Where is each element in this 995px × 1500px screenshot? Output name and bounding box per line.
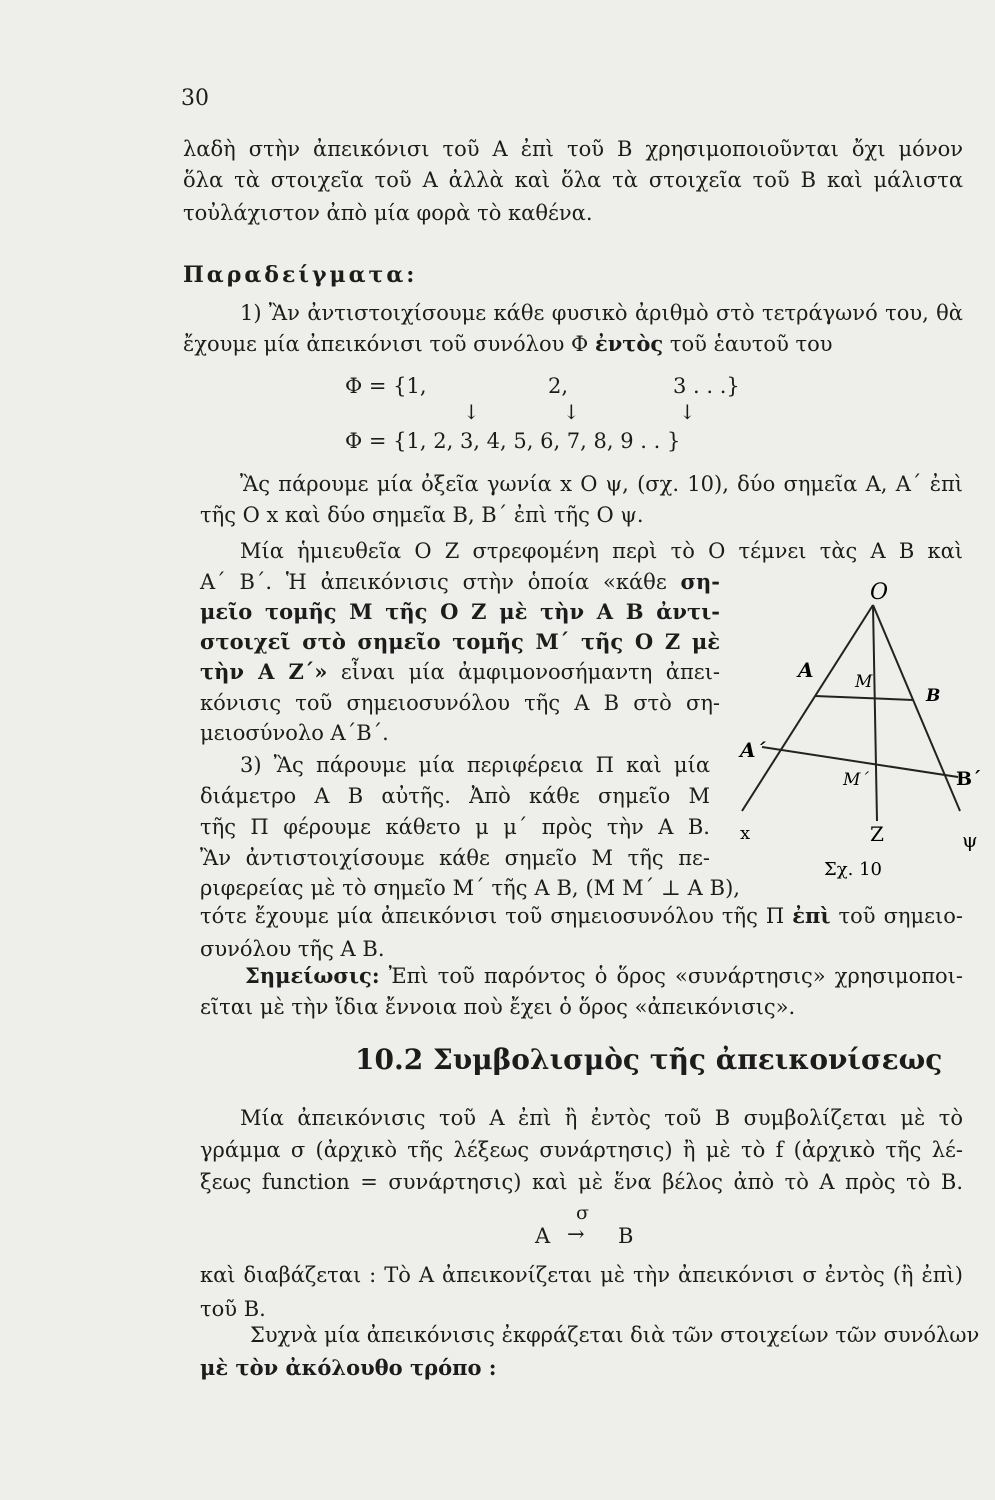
example-3-line: ριφερείας μὲ τὸ σημεῖο Μ΄ τῆς Α Β, (Μ Μ΄ ⊥ Α Β), <box>200 876 740 900</box>
set-element-3: 3 . . .} <box>673 374 740 398</box>
label-psi: ψ <box>962 828 978 852</box>
section-heading: 10.2 Συμβολισμὸς τῆς ἀπεικονίσεως <box>355 1043 943 1076</box>
example-3-line: 3) Ἂς πάρουμε μία περιφέρεια Π καὶ μία <box>240 753 710 777</box>
down-arrow-icon: ↓ <box>679 400 696 424</box>
label-z: Z <box>870 822 884 846</box>
example-2-line: Μία ἡμιευθεῖα Ο Ζ στρεφομένη περὶ τὸ Ο τέμνει τὰς Α Β καὶ <box>240 539 963 563</box>
example-2-line: τὴν Α Ζ΄» εἶναι μία ἀμφιμονοσήμαντη ἀπει- <box>200 659 720 684</box>
example-2-line: Ἂς πάρουμε μία ὀξεῖα γωνία x O ψ, (σχ. 10), δύο σημεῖα Α, Α΄ ἐπὶ <box>240 472 963 496</box>
note-line: εῖται μὲ τὴν ἴδια ἔννοια ποὺ ἔχει ὁ ὅρος «ἀπεικόνισις». <box>200 995 796 1019</box>
example-1-line: 1) Ἂν ἀντιστοιχίσουμε κάθε φυσικὸ ἀριθμὸ στὸ τετράγωνό του, θὰ <box>240 301 963 325</box>
set-phi-codomain: Φ = {1, 2, 3, 4, 5, 6, 7, 8, 9 . . } <box>345 429 681 453</box>
mapping-formula: A σ → B <box>535 1202 634 1248</box>
down-arrow-icon: ↓ <box>463 400 480 424</box>
ray-oz <box>873 605 877 821</box>
label-b-prime: B΄ <box>956 768 982 790</box>
section-line: καὶ διαβάζεται : Τὸ Α ἀπεικονίζεται μὲ τὴν ἀπεικόνισι σ ἐντὸς (ἢ ἐπὶ) <box>200 1263 963 1287</box>
label-a: A <box>798 658 814 682</box>
section-line: ξεως function = συνάρτησις) καὶ μὲ ἕνα βέλος ἀπὸ τὸ Α πρὸς τὸ Β. <box>200 1170 963 1194</box>
label-x: x <box>740 823 751 844</box>
label-a-prime: A΄ <box>740 738 766 762</box>
set-phi-domain: Φ = {1, <box>345 374 427 398</box>
segment-ab <box>815 696 913 700</box>
label-m: M <box>855 672 873 692</box>
example-2-line: κόνισις τοῦ σημειοσυνόλου τῆς Α Β στὸ ση- <box>200 691 720 715</box>
example-3-line: διάμετρο Α Β αὐτῆς. Ἀπὸ κάθε σημεῖο Μ <box>200 784 710 808</box>
example-2-line: μεῖο τομῆς Μ τῆς Ο Ζ μὲ τὴν Α Β ἀντι- <box>200 599 720 624</box>
example-2-line: Α΄ Β΄. Ἡ ἀπεικόνισις στὴν ὁποία «κάθε ση- <box>200 569 720 594</box>
section-line: Συχνὰ μία ἀπεικόνισις ἐκφράζεται διὰ τῶν στοιχείων τῶν συνόλων <box>250 1323 980 1347</box>
example-3-line: συνόλου τῆς Α Β. <box>200 937 385 961</box>
set-element-2: 2, <box>548 374 569 398</box>
paragraph-line: τοὐλάχιστον ἀπὸ μία φορὰ τὸ καθένα. <box>183 201 593 225</box>
down-arrow-icon: ↓ <box>563 400 580 424</box>
example-2-line: τῆς O x καὶ δύο σημεῖα Β, Β΄ ἐπὶ τῆς O ψ. <box>200 503 644 527</box>
example-3-line: τότε ἔχουμε μία ἀπεικόνισι τοῦ σημειοσυνόλου τῆς Π ἐπὶ τοῦ σημειο- <box>200 903 964 928</box>
note-line: Σημείωσις: Ἐπὶ τοῦ παρόντος ὁ ὅρος «συνάρτησις» χρησιμοποι- <box>245 963 963 988</box>
page-number: 30 <box>181 86 209 111</box>
label-b: B <box>926 686 941 706</box>
label-o: O <box>870 580 889 605</box>
example-3-line: τῆς Π φέρουμε κάθετο μ μ΄ πρὸς τὴν Α Β. <box>200 815 710 839</box>
right-arrow-icon: → <box>567 1222 585 1246</box>
label-m-prime: M΄ <box>843 770 869 790</box>
paragraph-line: ὅλα τὰ στοιχεῖα τοῦ Α ἀλλὰ καὶ ὅλα τὰ στοιχεῖα τοῦ Β καὶ μάλιστα <box>183 168 963 192</box>
example-2-line: μειοσύνολο Α΄Β΄. <box>200 721 389 745</box>
figure-10 <box>730 575 995 900</box>
example-2-line: στοιχεῖ στὸ σημεῖο τομῆς Μ΄ τῆς Ο Ζ μὲ <box>200 629 720 654</box>
ray-opsi <box>873 605 960 811</box>
figure-caption: Σχ. 10 <box>824 859 882 880</box>
section-line: τοῦ Β. <box>200 1297 266 1321</box>
section-line: Μία ἀπεικόνισις τοῦ Α ἐπὶ ἢ ἐντὸς τοῦ Β συμβολίζεται μὲ τὸ <box>240 1106 963 1130</box>
examples-title: Παραδείγματα: <box>183 262 418 288</box>
example-1-line: ἔχουμε μία ἀπεικόνισι τοῦ συνόλου Φ ἐντὸς τοῦ ἑαυτοῦ του <box>183 331 833 356</box>
section-line: μὲ τὸν ἀκόλουθο τρόπο : <box>200 1355 497 1380</box>
example-3-line: Ἂν ἀντιστοιχίσουμε κάθε σημεῖο Μ τῆς πε- <box>200 846 710 870</box>
section-line: γράμμα σ (ἀρχικὸ τῆς λέξεως συνάρτησις) ἢ μὲ τὸ f (ἀρχικὸ τῆς λέ- <box>200 1138 963 1162</box>
paragraph-line: λαδὴ στὴν ἀπεικόνισι τοῦ Α ἐπὶ τοῦ Β χρησιμοποιοῦνται ὄχι μόνον <box>183 137 963 161</box>
